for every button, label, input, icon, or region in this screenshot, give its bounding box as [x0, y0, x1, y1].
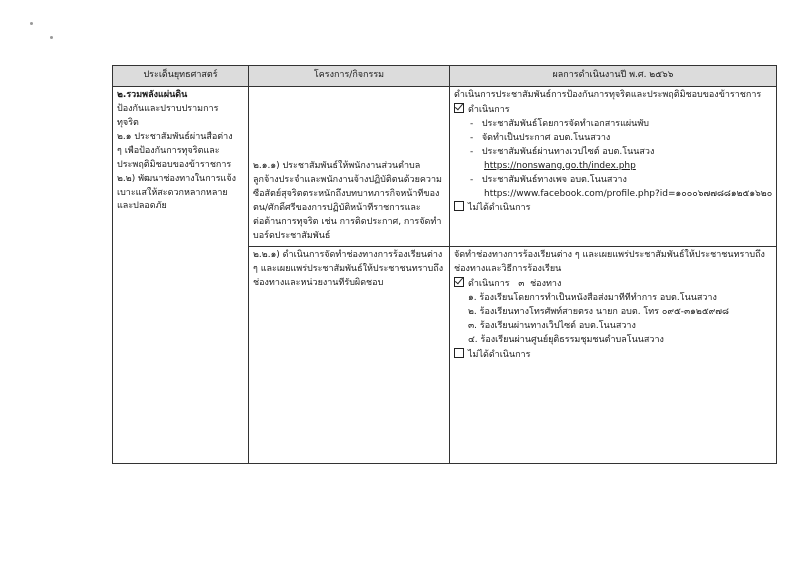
- project1-line: ซื่อสัตย์สุจริตตระหนักถึงบทบาทภารกิจหน้าที่ของ: [253, 189, 440, 200]
- result2-intro: ช่องทางและวิธีการร้องเรียน: [454, 263, 562, 274]
- strategy-line: ป้องกันและปราบปรามการ: [117, 103, 219, 114]
- result2-item: ๓. ร้องเรียนผ่านทางเว็ปไซต์ อบต.โนนสวาง: [468, 320, 636, 331]
- result1-item-text: จัดทำเป็นประกาศ อบต.โนนสวาง: [481, 132, 611, 143]
- strategy-sub1-line: ๆ เพื่อป้องกันการทุจริตและ: [117, 145, 220, 156]
- result2-item: ๒. ร้องเรียนทางโทรศัพท์สายตรง นายก อบต. โทร ๐๙๕-๓๑๒๕๙๗๘: [468, 306, 729, 317]
- empty-checkbox-icon: [454, 348, 464, 358]
- result1-item-text: ประชาสัมพันธ์ผ่านทางเวปไซต์ อบต.โนนสวง: [481, 146, 655, 157]
- empty-checkbox-icon: [454, 201, 464, 211]
- project1-line: บอร์ดประชาสัมพันธ์: [253, 231, 331, 241]
- project1-line: ลูกจ้างประจำและพนักงานจ้างปฏิบัติตนด้วยความ: [253, 175, 442, 186]
- project1-line: ๒.๑.๑) ประชาสัมพันธ์ให้พนักงานส่วนตำบล: [253, 161, 421, 172]
- project2-line: ๆ และเผยแพร่ประชาสัมพันธ์ให้ประชาชนทราบถึง: [253, 263, 444, 274]
- result2-intro: จัดทำช่องทางการร้องเรียนต่าง ๆ และเผยแพร่ประชาสัมพันธ์ให้ประชาชนทราบถึง: [454, 249, 765, 260]
- strategy-table: [112, 65, 777, 464]
- strategy-title: ๒.รวมพลังแผ่นดิน: [117, 89, 188, 100]
- header-result: ผลการดำเนินงานปี พ.ศ. ๒๕๖๖: [450, 66, 777, 87]
- result1-item: - ประชาสัมพันธ์ผ่านทางเวปไซต์ อบต.โนนสวง: [470, 146, 655, 157]
- scan-speck: [30, 22, 33, 25]
- strategy-line: ทุจริต: [117, 117, 139, 128]
- result1-intro: ดำเนินการประชาสัมพันธ์การป้องกันการทุจริตและประพฤติมิชอบของข้าราชการ: [454, 89, 762, 100]
- result2-not-done-label: ไม่ได้ดำเนินการ: [468, 349, 531, 360]
- project1-line: ต่อต้านการทุจริต เช่น การติดประกาศ, การจัดทำ: [253, 217, 442, 228]
- result-cell-1: [450, 86, 777, 246]
- result2-not-done: [454, 348, 772, 363]
- result1-not-done: [454, 201, 772, 216]
- strategy-sub1-line: ๒.๑ ประชาสัมพันธ์ผ่านสื่อต่าง: [117, 131, 233, 142]
- result1-done-label: ดำเนินการ: [468, 104, 510, 115]
- result1-done: [454, 103, 772, 118]
- project-cell-2: [249, 246, 450, 463]
- result2-item: ๔. ร้องเรียนผ่านศูนย์ยุติธรรมชุมชนตำบลโนนสวาง: [468, 334, 664, 345]
- result1-not-done-label: ไม่ได้ดำเนินการ: [468, 203, 531, 214]
- table-header-row: [113, 66, 777, 87]
- result1-item-text: ประชาสัมพันธ์โดยการจัดทำเอกสารแผ่นพับ: [481, 118, 649, 129]
- result1-item: - ประชาสัมพันธ์โดยการจัดทำเอกสารแผ่นพับ: [470, 118, 649, 129]
- header-project: โครงการ/กิจกรรม: [249, 66, 450, 87]
- result2-item: ๑. ร้องเรียนโดยการทำเป็นหนังสือส่งมาที่ที่ทำการ อบต.โนนสวาง: [468, 292, 717, 303]
- strategy-sub2-line: และปลอดภัย: [117, 201, 167, 212]
- table-row: [113, 86, 777, 246]
- header-strategy: ประเด็นยุทธศาสตร์: [113, 66, 249, 87]
- strategy-sub1-line: ประพฤติมิชอบของข้าราชการ: [117, 159, 232, 170]
- project2-line: ๒.๒.๑) ดำเนินการจัดทำช่องทางการร้องเรียนต่าง: [253, 249, 443, 260]
- checked-checkbox-icon: [454, 277, 464, 287]
- scan-speck: [50, 36, 53, 39]
- project2-line: ช่องทางและหน่วยงานที่รับผิดชอบ: [253, 277, 384, 288]
- strategy-cell: [113, 86, 249, 463]
- facebook-link[interactable]: https://www.facebook.com/profile.php?id=๑๐๐๐๖๗๗๘๘๑๒๕๑๖๒๐: [484, 188, 772, 199]
- result1-item: - ประชาสัมพันธ์ทางเพจ อบต.โนนสวาง: [470, 174, 627, 185]
- result1-item: - จัดทำเป็นประกาศ อบต.โนนสวาง: [470, 132, 611, 143]
- result1-item-text: ประชาสัมพันธ์ทางเพจ อบต.โนนสวาง: [481, 174, 627, 185]
- website-link[interactable]: https://nonswang.go.th/index.php: [484, 160, 636, 171]
- result2-done-label: ดำเนินการ ๓ ช่องทาง: [468, 278, 562, 289]
- project-cell-1: [249, 86, 450, 246]
- strategy-sub2-line: เบาะแสให้สะดวกหลากหลาย: [117, 187, 228, 198]
- result-cell-2: [450, 246, 777, 463]
- strategy-sub2-line: ๒.๒) พัฒนาช่องทางในการแจ้ง: [117, 173, 237, 184]
- result2-done: [454, 277, 772, 292]
- project1-line: ตน/ศักดิ์ศรีของการปฏิบัติหน้าที่ราชการและ: [253, 203, 421, 214]
- checked-checkbox-icon: [454, 103, 464, 113]
